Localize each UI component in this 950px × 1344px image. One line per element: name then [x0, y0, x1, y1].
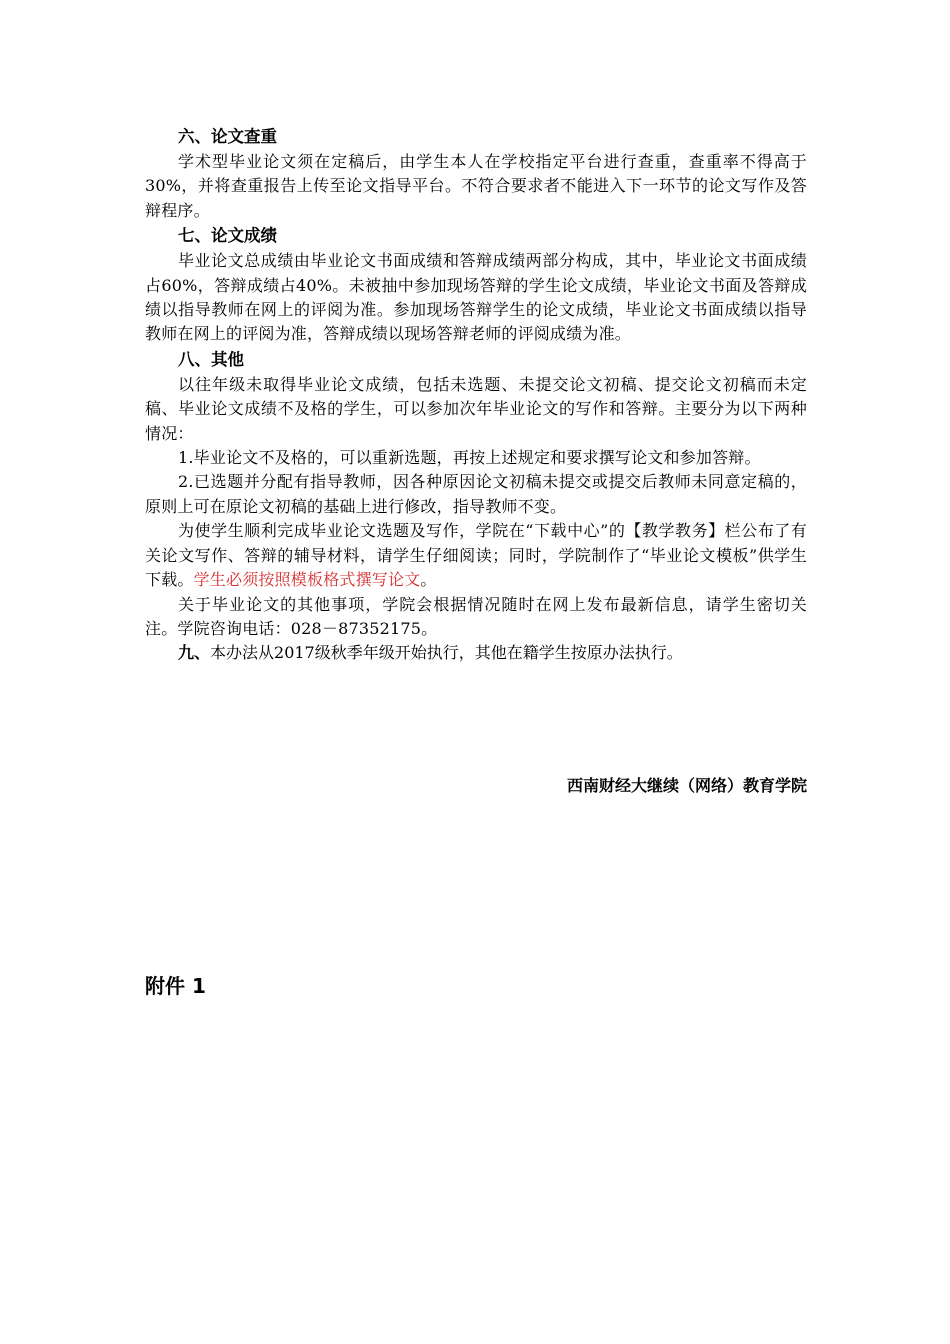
section-8-item-2: 2.已选题并分配有指导教师，因各种原因论文初稿未提交或提交后教师未同意定稿的，原则上可在原论文初稿的基础上进行修改，指导教师不变。 — [145, 472, 807, 516]
section-7-heading: 七、论文成绩 — [178, 226, 277, 246]
section-7-paragraph: 毕业论文总成绩由毕业论文书面成绩和答辩成绩两部分构成，其中，毕业论文书面成绩占60%，答辩成绩占40%。未被抽中参加现场答辩的学生论文成绩，毕业论文书面及答辩成绩以指导教师在网上的评阅为准。参加现场答辩学生的论文成绩，毕业论文书面成绩以指导教师在网上的评阅为准，答辩成绩以现场答辩老师的评阅成绩为准。 — [145, 251, 807, 344]
signature: 西南财经大继续（网络）教育学院 — [566, 776, 807, 795]
template-requirement-red: 学生必须按照模板格式撰写论文 — [193, 570, 421, 590]
attachment-label: 附件 1 — [145, 974, 206, 998]
section-6-paragraph: 学术型毕业论文须在定稿后，由学生本人在学校指定平台进行查重，查重率不得高于30%，并将查重报告上传至论文指导平台。不符合要求者不能进入下一环节的论文写作及答辩程序。 — [145, 152, 807, 220]
document-body — [145, 124, 807, 666]
section-8-item-1: 1.毕业论文不及格的，可以重新选题，再按上述规定和要求撰写论文和参加答辩。 — [178, 448, 761, 468]
section-6-heading: 六、论文查重 — [178, 127, 277, 146]
section-9-lead: 九、 — [178, 643, 211, 663]
section-8-contact-paragraph: 关于毕业论文的其他事项，学院会根据情况随时在网上发布最新信息，请学生密切关注。学院咨询电话：028－87352175。 — [145, 594, 807, 638]
template-notice-end: 。 — [420, 570, 437, 590]
section-9-text: 本办法从2017级秋季年级开始执行，其他在籍学生按原办法执行。 — [210, 643, 683, 663]
section-9-paragraph — [145, 641, 807, 665]
section-8-paragraph-intro: 以往年级未取得毕业论文成绩，包括未选题、未提交论文初稿、提交论文初稿而未定稿、毕业论文成绩不及格的学生，可以参加次年毕业论文的写作和答辩。主要分为以下两种情况： — [145, 374, 807, 443]
template-notice-text: 为使学生顺利完成毕业论文选题及写作，学院在“下载中心”的【教学教务】栏公布了有关论文写作、答辩的辅导材料，请学生仔细阅读；同时，学院制作了“毕业论文模板”供学生下载。 — [145, 521, 807, 590]
section-8-heading: 八、其他 — [178, 349, 244, 369]
section-8-template-notice — [145, 519, 807, 592]
